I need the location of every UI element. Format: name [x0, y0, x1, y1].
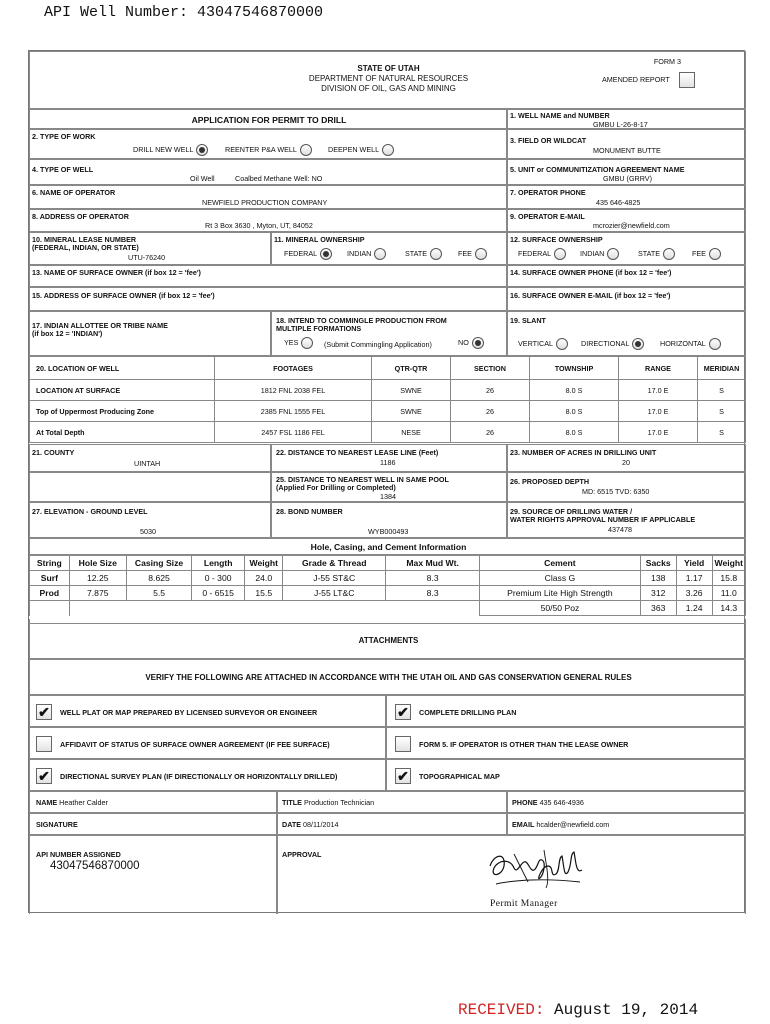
- mineral-federal-text: FEDERAL: [284, 248, 318, 258]
- slant-horizontal-option[interactable]: [660, 338, 721, 350]
- approval-label: APPROVAL: [282, 850, 322, 859]
- pool-value: 1384: [380, 492, 396, 501]
- lease-line-value: 1186: [380, 458, 396, 467]
- commingle-no-option[interactable]: [458, 337, 484, 349]
- loc-header-range: RANGE: [619, 357, 698, 380]
- commingle-no-radio[interactable]: [472, 337, 484, 349]
- header-box: [29, 51, 746, 109]
- surface-federal-option[interactable]: [518, 248, 566, 260]
- name-cell: [29, 791, 277, 813]
- date-cell: [277, 813, 507, 835]
- date-line: [282, 820, 338, 829]
- type-of-well-value: Oil Well: [190, 174, 215, 183]
- email-label: 9. OPERATOR E-MAIL: [510, 212, 585, 221]
- surface-indian-option[interactable]: [580, 248, 619, 260]
- deepen-radio[interactable]: [382, 144, 394, 156]
- commingle-label-2: MULTIPLE FORMATIONS: [276, 324, 362, 333]
- casing-header: Weight: [245, 556, 283, 571]
- signoff-phone-cell: [507, 791, 746, 813]
- surface-indian-radio[interactable]: [607, 248, 619, 260]
- mineral-state-option[interactable]: [405, 248, 442, 260]
- coalbed-value: Coalbed Methane Well: NO: [235, 174, 323, 183]
- field-value: MONUMENT BUTTE: [593, 146, 661, 155]
- well-name-cell: [507, 109, 746, 129]
- amended-report-checkbox[interactable]: [679, 72, 695, 88]
- signoff-phone-label: PHONE: [512, 798, 538, 807]
- surface-owner-address-cell: [29, 287, 507, 311]
- slant-vertical-text: VERTICAL: [518, 338, 554, 348]
- form-title: APPLICATION FOR PERMIT TO DRILL: [191, 115, 347, 125]
- commingle-yes-radio[interactable]: [301, 337, 313, 349]
- surface-ownership-label: 12. SURFACE OWNERSHIP: [510, 235, 603, 244]
- loc-cell: At Total Depth: [30, 422, 215, 443]
- lease-cell: [29, 232, 271, 265]
- elevation-value: 5030: [140, 527, 156, 536]
- slant-horizontal-text: HORIZONTAL: [660, 338, 706, 348]
- surface-state-option[interactable]: [638, 248, 675, 260]
- name-line: [36, 798, 108, 807]
- slant-directional-radio[interactable]: [632, 338, 644, 350]
- mineral-indian-radio[interactable]: [374, 248, 386, 260]
- loc-cell: S: [698, 422, 746, 443]
- signoff-phone-line: [512, 798, 584, 807]
- surface-owner-email-label: 16. SURFACE OWNER E-MAIL (if box 12 = 'fee'): [510, 291, 671, 300]
- location-row: [30, 380, 746, 401]
- title-cell-sign: [277, 791, 507, 813]
- surface-indian-text: INDIAN: [580, 248, 605, 258]
- loc-cell: Top of Uppermost Producing Zone: [30, 401, 215, 422]
- casing-cell: 138: [640, 571, 676, 586]
- drill-new-well-text: DRILL NEW WELL: [133, 144, 194, 154]
- address-label: 8. ADDRESS OF OPERATOR: [32, 212, 129, 221]
- casing-table-wrap: [29, 555, 746, 619]
- email-value: mcrozier@newfield.com: [593, 221, 670, 230]
- api-well-number-header: API Well Number: 43047546870000: [44, 4, 324, 21]
- reenter-option[interactable]: [225, 144, 312, 156]
- casing-cell: 15.5: [245, 586, 283, 601]
- blank-county-cell: [29, 472, 271, 502]
- attachments-title: ATTACHMENTS: [358, 636, 419, 645]
- address-value: Rt 3 Box 3630 , Myton, UT, 84052: [205, 221, 313, 230]
- lease-value: UTU-76240: [128, 253, 166, 262]
- type-of-work-label: 2. TYPE OF WORK: [32, 132, 96, 141]
- casing-cell: 24.0: [245, 571, 283, 586]
- division: DIVISION OF OIL, GAS AND MINING: [321, 84, 456, 93]
- loc-cell: SWNE: [372, 380, 451, 401]
- date-value: 08/11/2014: [303, 820, 339, 829]
- casing-cell: 12.25: [69, 571, 126, 586]
- casing-title: Hole, Casing, and Cement Information: [310, 542, 467, 552]
- signoff-phone-value: 435 646-4936: [539, 798, 584, 807]
- well-name-value: GMBU L-26-8-17: [593, 120, 648, 129]
- department: DEPARTMENT OF NATURAL RESOURCES: [308, 74, 469, 83]
- operator-label: 6. NAME OF OPERATOR: [32, 188, 116, 197]
- casing-cell: [245, 601, 283, 616]
- location-table: [29, 356, 746, 444]
- mineral-state-radio[interactable]: [430, 248, 442, 260]
- casing-cell: 1.17: [676, 571, 712, 586]
- acres-label: 23. NUMBER OF ACRES IN DRILLING UNIT: [510, 448, 657, 457]
- lease-line-cell: [271, 444, 507, 472]
- county-label: 21. COUNTY: [32, 448, 75, 457]
- casing-header: Weight: [712, 556, 745, 571]
- signoff-email-cell: [507, 813, 746, 835]
- water-label-2: WATER RIGHTS APPROVAL NUMBER IF APPLICABLE: [510, 515, 696, 524]
- slant-horizontal-radio[interactable]: [709, 338, 721, 350]
- loc-cell: S: [698, 380, 746, 401]
- casing-cell: Class G: [480, 571, 640, 586]
- location-row: [30, 401, 746, 422]
- loc-header-section: SECTION: [451, 357, 530, 380]
- deepen-option[interactable]: [328, 144, 394, 156]
- casing-header: Casing Size: [126, 556, 191, 571]
- mineral-ownership-cell: [271, 232, 507, 265]
- signoff-email-line: [512, 820, 609, 829]
- surface-owner-phone-cell: [507, 265, 746, 287]
- mineral-state-text: STATE: [405, 248, 428, 258]
- casing-cell: 3.26: [676, 586, 712, 601]
- loc-cell: 8.0 S: [530, 380, 619, 401]
- well-plat-checkbox[interactable]: ✔: [36, 704, 52, 720]
- signoff-email-label: EMAIL: [512, 820, 535, 829]
- casing-cell: 8.3: [386, 571, 480, 586]
- lease-label-2: (FEDERAL, INDIAN, OR STATE): [32, 243, 139, 252]
- unit-label: 5. UNIT or COMMUNITIZATION AGREEMENT NAME: [510, 165, 685, 174]
- email-cell: [507, 209, 746, 232]
- surface-owner-name-cell: [29, 265, 507, 287]
- attach-item-topo: [386, 759, 746, 791]
- slant-label: 19. SLANT: [510, 316, 546, 325]
- phone-value: 435 646-4825: [596, 198, 641, 207]
- mineral-fee-radio[interactable]: [475, 248, 487, 260]
- field-cell: [507, 129, 746, 159]
- allottee-label-2: (if box 12 = 'INDIAN'): [32, 329, 103, 338]
- surface-federal-text: FEDERAL: [518, 248, 552, 258]
- mineral-federal-radio[interactable]: [320, 248, 332, 260]
- phone-label: 7. OPERATOR PHONE: [510, 188, 586, 197]
- casing-cell: 0 - 6515: [192, 586, 245, 601]
- attachments-title-cell: [29, 623, 746, 659]
- surface-ownership-cell: [507, 232, 746, 265]
- depth-value: MD: 6515 TVD: 6350: [582, 487, 650, 496]
- affidavit-checkbox[interactable]: [36, 736, 52, 752]
- loc-cell: 8.0 S: [530, 401, 619, 422]
- surface-owner-email-cell: [507, 287, 746, 311]
- surface-owner-name-label: 13. NAME OF SURFACE OWNER (if box 12 = 'fee'): [32, 268, 201, 277]
- casing-cell: 1.24: [676, 601, 712, 616]
- casing-row: [30, 601, 746, 616]
- mineral-federal-option[interactable]: [284, 248, 332, 260]
- casing-cell: 312: [640, 586, 676, 601]
- bond-label: 28. BOND NUMBER: [276, 507, 343, 516]
- slant-cell: [507, 311, 746, 356]
- api-assigned-label: API NUMBER ASSIGNED: [36, 850, 121, 859]
- casing-cell: Prod: [30, 586, 70, 601]
- casing-header: Cement: [480, 556, 640, 571]
- drill-new-well-option[interactable]: [133, 144, 208, 156]
- loc-cell: 26: [451, 401, 530, 422]
- surface-fee-radio[interactable]: [709, 248, 721, 260]
- title-cell: [29, 109, 507, 129]
- casing-header: Max Mud Wt.: [386, 556, 480, 571]
- slant-vertical-radio[interactable]: [556, 338, 568, 350]
- title-value: Production Technician: [303, 798, 375, 807]
- title-line: [282, 798, 374, 807]
- casing-header: String: [30, 556, 70, 571]
- commingle-note: (Submit Commingling Application): [324, 340, 432, 349]
- loc-header-location: 20. LOCATION OF WELL: [30, 357, 215, 380]
- casing-header: Yield: [676, 556, 712, 571]
- acres-value: 20: [622, 458, 630, 467]
- mineral-fee-text: FEE: [458, 248, 472, 258]
- mineral-indian-text: INDIAN: [347, 248, 372, 258]
- elevation-cell: [29, 502, 271, 538]
- received-date: August 19, 2014: [554, 1001, 699, 1019]
- loc-cell: 2385 FNL 1555 FEL: [215, 401, 372, 422]
- signature-label: SIGNATURE: [36, 820, 78, 829]
- address-cell: [29, 209, 507, 232]
- surface-federal-radio[interactable]: [554, 248, 566, 260]
- loc-cell: 26: [451, 422, 530, 443]
- casing-cell: 0 - 300: [192, 571, 245, 586]
- loc-cell: 26: [451, 380, 530, 401]
- reenter-radio[interactable]: [300, 144, 312, 156]
- well-plat-label: WELL PLAT OR MAP PREPARED BY LICENSED SURVEYOR OR ENGINEER: [60, 708, 318, 717]
- affidavit-label: AFFIDAVIT OF STATUS OF SURFACE OWNER AGREEMENT (IF FEE SURFACE): [60, 740, 330, 749]
- casing-cell: 15.8: [712, 571, 745, 586]
- operator-cell: [29, 185, 507, 209]
- topo-checkbox[interactable]: ✔: [395, 768, 411, 784]
- allottee-label-1: 17. INDIAN ALLOTTEE OR TRIBE NAME: [32, 321, 168, 330]
- api-assigned-value: 43047546870000: [50, 860, 140, 872]
- form5-checkbox[interactable]: [395, 736, 411, 752]
- drill-new-well-radio[interactable]: [196, 144, 208, 156]
- unit-value: GMBU (GRRV): [603, 174, 652, 183]
- casing-cell: Surf: [30, 571, 70, 586]
- type-of-work-cell: [29, 129, 507, 159]
- commingle-label-1: 18. INTEND TO COMMINGLE PRODUCTION FROM: [276, 316, 447, 325]
- loc-cell: 2457 FSL 1186 FEL: [215, 422, 372, 443]
- county-value: UINTAH: [134, 459, 161, 468]
- loc-cell: LOCATION AT SURFACE: [30, 380, 215, 401]
- bond-cell: [271, 502, 507, 538]
- casing-cell: 14.3: [712, 601, 745, 616]
- field-label: 3. FIELD OR WILDCAT: [510, 136, 587, 145]
- casing-header: Sacks: [640, 556, 676, 571]
- operator-value: NEWFIELD PRODUCTION COMPANY: [202, 198, 328, 207]
- casing-cell: 5.5: [126, 586, 191, 601]
- loc-header-qtr: QTR-QTR: [372, 357, 451, 380]
- bond-value: WYB000493: [368, 527, 409, 536]
- well-name-label: 1. WELL NAME and NUMBER: [510, 111, 610, 120]
- attach-item-form5: [386, 727, 746, 759]
- loc-cell: 17.0 E: [619, 401, 698, 422]
- date-label: DATE: [282, 820, 302, 829]
- drilling-plan-label: COMPLETE DRILLING PLAN: [419, 708, 517, 717]
- attach-item-affidavit: [29, 727, 386, 759]
- casing-cell: [386, 601, 480, 616]
- casing-cell: J-55 LT&C: [283, 586, 386, 601]
- acres-cell: [507, 444, 746, 472]
- water-value: 437478: [608, 525, 632, 534]
- attach-item-directional: [29, 759, 386, 791]
- surface-fee-option[interactable]: [692, 248, 721, 260]
- form-3-application: [28, 50, 745, 913]
- surface-fee-text: FEE: [692, 248, 706, 258]
- amended-report-label: AMENDED REPORT: [602, 75, 670, 84]
- slant-vertical-option[interactable]: [518, 338, 568, 350]
- casing-cell: 11.0: [712, 586, 745, 601]
- permit-manager-title: Permit Manager: [490, 898, 558, 909]
- mineral-ownership-label: 11. MINERAL OWNERSHIP: [274, 235, 365, 244]
- directional-checkbox[interactable]: ✔: [36, 768, 52, 784]
- lease-line-label: 22. DISTANCE TO NEAREST LEASE LINE (Feet): [276, 448, 439, 457]
- approval-signature: [484, 844, 588, 894]
- surface-owner-phone-label: 14. SURFACE OWNER PHONE (if box 12 = 'fee'): [510, 268, 672, 277]
- surface-state-radio[interactable]: [663, 248, 675, 260]
- state-of-utah: STATE OF UTAH: [357, 64, 420, 73]
- loc-cell: 1812 FNL 2038 FEL: [215, 380, 372, 401]
- loc-header-footages: FOOTAGES: [215, 357, 372, 380]
- type-of-well-cell: [29, 159, 507, 185]
- loc-cell: NESE: [372, 422, 451, 443]
- casing-row: [30, 586, 746, 601]
- casing-cell: [126, 601, 191, 616]
- casing-header: Grade & Thread: [283, 556, 386, 571]
- phone-cell: [507, 185, 746, 209]
- casing-cell: J-55 ST&C: [283, 571, 386, 586]
- loc-cell: SWNE: [372, 401, 451, 422]
- casing-cell: 363: [640, 601, 676, 616]
- form-number: FORM 3: [653, 57, 681, 66]
- directional-label: DIRECTIONAL SURVEY PLAN (IF DIRECTIONALLY OR HORIZONTALLY DRILLED): [60, 772, 338, 781]
- depth-label: 26. PROPOSED DEPTH: [510, 477, 590, 486]
- casing-header: Hole Size: [69, 556, 126, 571]
- commingle-no-text: NO: [458, 337, 469, 347]
- form5-label: FORM 5. IF OPERATOR IS OTHER THAN THE LEASE OWNER: [419, 740, 629, 749]
- casing-cell: 7.875: [69, 586, 126, 601]
- surface-state-text: STATE: [638, 248, 661, 258]
- casing-cell: 50/50 Poz: [480, 601, 640, 616]
- casing-row: [30, 571, 746, 586]
- casing-cell: [192, 601, 245, 616]
- allottee-cell: [29, 311, 271, 356]
- drilling-plan-checkbox[interactable]: ✔: [395, 704, 411, 720]
- casing-cell: 8.625: [126, 571, 191, 586]
- casing-header: Length: [192, 556, 245, 571]
- county-cell: [29, 444, 271, 472]
- casing-cell: [283, 601, 386, 616]
- received-stamp: [458, 1001, 698, 1019]
- commingle-yes-text: YES: [284, 337, 299, 347]
- verify-cell: [29, 659, 746, 695]
- loc-cell: 17.0 E: [619, 422, 698, 443]
- mineral-fee-option[interactable]: [458, 248, 487, 260]
- signoff-email-value: hcalder@newfield.com: [536, 820, 610, 829]
- elevation-label: 27. ELEVATION - GROUND LEVEL: [32, 507, 148, 516]
- casing-cell: 8.3: [386, 586, 480, 601]
- casing-cell: [30, 601, 70, 616]
- loc-cell: 8.0 S: [530, 422, 619, 443]
- signature-cell: [29, 813, 277, 835]
- depth-cell: [507, 472, 746, 502]
- unit-cell: [507, 159, 746, 185]
- loc-header-meridian: MERIDIAN: [698, 357, 746, 380]
- approval-cell: [277, 835, 746, 914]
- casing-title-cell: [29, 538, 746, 555]
- water-label-1: 29. SOURCE OF DRILLING WATER /: [510, 507, 633, 516]
- name-label: NAME: [36, 798, 58, 807]
- attach-item-well-plat: [29, 695, 386, 727]
- pool-cell: [271, 472, 507, 502]
- verify-text: VERIFY THE FOLLOWING ARE ATTACHED IN ACCORDANCE WITH THE UTAH OIL AND GAS CONSERVATION GENERAL RULES: [145, 673, 632, 682]
- received-label: RECEIVED:: [458, 1001, 545, 1019]
- commingle-cell: [271, 311, 507, 356]
- attach-item-drilling-plan: [386, 695, 746, 727]
- deepen-text: DEEPEN WELL: [328, 144, 380, 154]
- name-value: Heather Calder: [59, 798, 108, 807]
- mineral-indian-option[interactable]: [347, 248, 386, 260]
- loc-cell: 17.0 E: [619, 380, 698, 401]
- loc-cell: S: [698, 401, 746, 422]
- casing-cell: Premium Lite High Strength: [480, 586, 640, 601]
- slant-directional-text: DIRECTIONAL: [581, 338, 630, 348]
- api-assigned-cell: [29, 835, 277, 914]
- location-row: [30, 422, 746, 443]
- surface-owner-address-label: 15. ADDRESS OF SURFACE OWNER (if box 12 = 'fee'): [32, 291, 215, 300]
- type-of-well-label: 4. TYPE OF WELL: [32, 165, 94, 174]
- casing-cell: [69, 601, 126, 616]
- water-cell: [507, 502, 746, 538]
- lease-label-1: 10. MINERAL LEASE NUMBER: [32, 235, 137, 244]
- slant-directional-option[interactable]: [581, 338, 644, 350]
- pool-label-2: (Applied For Drilling or Completed): [276, 483, 396, 492]
- loc-header-township: TOWNSHIP: [530, 357, 619, 380]
- topo-label: TOPOGRAPHICAL MAP: [419, 772, 500, 781]
- pool-label-1: 25. DISTANCE TO NEAREST WELL IN SAME POOL: [276, 475, 449, 484]
- reenter-text: REENTER P&A WELL: [225, 144, 297, 154]
- title-label: TITLE: [282, 798, 302, 807]
- commingle-yes-option[interactable]: [284, 337, 313, 349]
